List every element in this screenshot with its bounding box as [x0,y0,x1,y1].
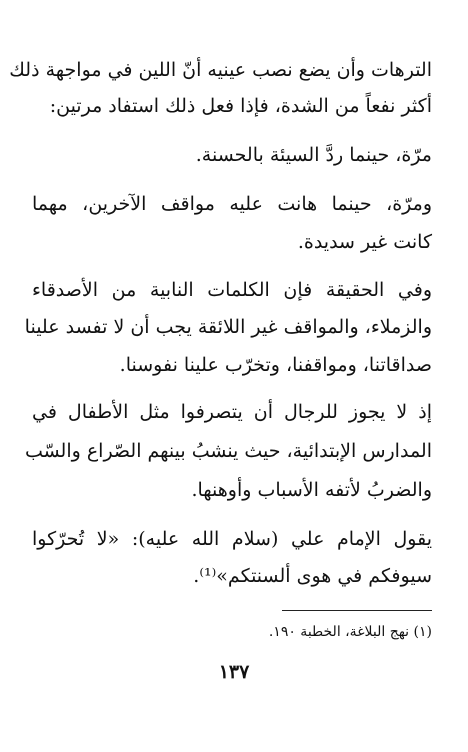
text-line: ومرّة، حينما هانت عليه مواقف الآخرين، مهما [32,193,432,215]
text-line: مرّة، حينما ردَّ السيئة بالحسنة. [195,144,432,166]
text-line: والضربُ لأتفه الأسباب وأوهنها. [191,479,432,501]
text-line: الترهات وأن يضع نصب عينيه أنّ اللين في مواجهة ذلك [9,59,432,81]
text-line: المدارس الإبتدائية، حيث ينشبُ بينهم الصّراع والسّب [24,440,432,462]
text-line: سيوفكم في هوى ألسنتكم»⁽¹⁾. [193,565,432,587]
text-line: والزملاء، والمواقف غير اللائقة يجب أن لا تفسد علينا [24,316,432,338]
footnote-divider [282,610,432,611]
footnote: (١) نهج البلاغة، الخطبة ١٩٠. [268,624,432,640]
text-line: يقول الإمام علي (سلام الله عليه): «لا تُحرّكوا [32,528,432,550]
text-line: إذ لا يجوز للرجال أن يتصرفوا مثل الأطفال في [32,401,432,423]
text-line: أكثر نفعاً من الشدة، فإذا فعل ذلك استفاد مرتين: [49,95,432,117]
text-line: صداقاتنا، ومواقفنا، وتخرّب علينا نفوسنا. [119,354,432,376]
text-line: وفي الحقيقة فإن الكلمات النابية من الأصدقاء [32,279,432,301]
page-number: ١٣٧ [218,661,250,683]
text-line: كانت غير سديدة. [297,231,432,253]
